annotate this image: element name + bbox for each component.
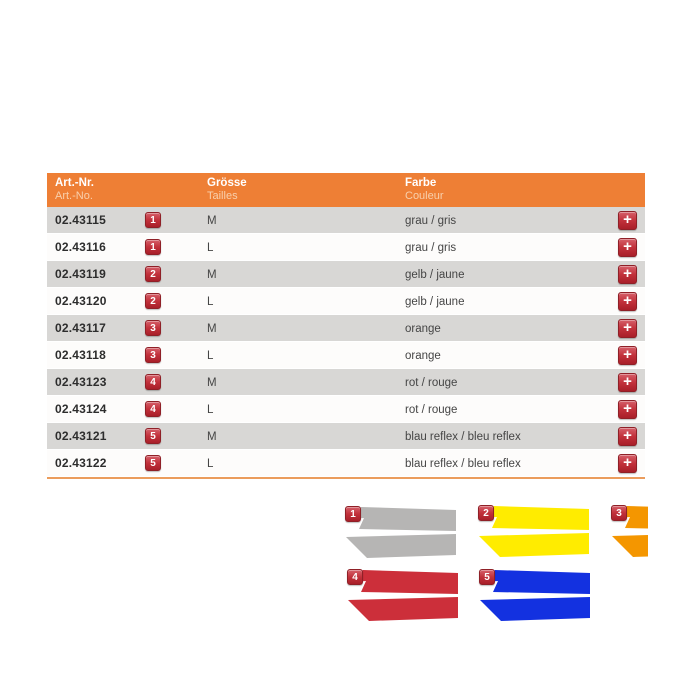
add-cell bbox=[618, 211, 645, 230]
size-cell bbox=[207, 400, 405, 418]
table-bottom-rule bbox=[47, 477, 645, 479]
variant-number-badge: 3 bbox=[145, 347, 161, 363]
add-cell bbox=[618, 265, 645, 284]
add-cell bbox=[618, 427, 645, 446]
column-header-artnr bbox=[47, 177, 207, 203]
art-number-cell bbox=[47, 265, 145, 283]
color-band-graphic bbox=[345, 506, 457, 562]
table-row bbox=[47, 207, 645, 234]
column-header-size bbox=[207, 177, 405, 203]
add-cell bbox=[618, 292, 645, 311]
plus-icon: + bbox=[623, 318, 632, 336]
header-label-size-fr: Tailles bbox=[207, 190, 238, 202]
art-number: 02.43122 bbox=[55, 456, 107, 470]
variant-number-badge: 3 bbox=[145, 320, 161, 336]
color-cell bbox=[405, 454, 618, 472]
color-value: grau / gris bbox=[405, 215, 457, 227]
add-cell bbox=[618, 373, 645, 392]
plus-icon: + bbox=[623, 372, 632, 390]
swatch-band-top bbox=[484, 506, 589, 530]
add-cell bbox=[618, 238, 645, 257]
plus-icon: + bbox=[623, 291, 632, 309]
art-number-cell bbox=[47, 292, 145, 310]
color-cell bbox=[405, 427, 618, 445]
add-button[interactable] bbox=[618, 373, 637, 392]
swatch-band-bottom bbox=[348, 597, 458, 621]
variant-number-badge: 1 bbox=[145, 212, 161, 228]
color-cell bbox=[405, 373, 618, 391]
size-cell bbox=[207, 454, 405, 472]
art-number-cell bbox=[47, 454, 145, 472]
size-value: L bbox=[207, 458, 214, 470]
plus-icon: + bbox=[623, 264, 632, 282]
add-button[interactable] bbox=[618, 238, 637, 257]
art-number: 02.43119 bbox=[55, 267, 106, 281]
size-cell bbox=[207, 427, 405, 445]
size-value: L bbox=[207, 242, 214, 254]
swatch-number-badge: 4 bbox=[347, 569, 363, 585]
header-label-artnr-fr: Art.-No. bbox=[55, 190, 93, 202]
swatch-band-bottom bbox=[612, 533, 648, 557]
color-value: orange bbox=[405, 323, 441, 335]
swatch-band-top bbox=[353, 570, 458, 594]
swatch-band-bottom bbox=[346, 534, 456, 558]
plus-icon: + bbox=[623, 345, 632, 363]
header-label-size-de: Grösse bbox=[207, 177, 247, 189]
color-cell bbox=[405, 400, 618, 418]
swatch bbox=[347, 569, 459, 625]
size-value: L bbox=[207, 404, 214, 416]
swatch-band-bottom bbox=[480, 597, 590, 621]
color-cell bbox=[405, 265, 618, 283]
color-band-graphic bbox=[479, 569, 591, 625]
art-number: 02.43124 bbox=[55, 402, 107, 416]
swatch bbox=[478, 505, 590, 561]
table-row bbox=[47, 315, 645, 342]
swatch bbox=[479, 569, 591, 625]
color-band-graphic bbox=[478, 505, 590, 561]
variant-badge-cell bbox=[145, 374, 207, 390]
swatch-number-badge: 2 bbox=[478, 505, 494, 521]
add-button[interactable] bbox=[618, 400, 637, 419]
color-cell bbox=[405, 319, 618, 337]
add-button[interactable] bbox=[618, 427, 637, 446]
size-value: M bbox=[207, 431, 217, 443]
table-row bbox=[47, 288, 645, 315]
size-cell bbox=[207, 265, 405, 283]
art-number: 02.43123 bbox=[55, 375, 107, 389]
swatch bbox=[611, 505, 648, 561]
add-button[interactable] bbox=[618, 292, 637, 311]
variant-badge-cell bbox=[145, 266, 207, 282]
add-button[interactable] bbox=[618, 211, 637, 230]
art-number-cell bbox=[47, 427, 145, 445]
variant-number-badge: 5 bbox=[145, 428, 161, 444]
art-number-cell bbox=[47, 211, 145, 229]
size-cell bbox=[207, 292, 405, 310]
table-row bbox=[47, 423, 645, 450]
add-button[interactable] bbox=[618, 265, 637, 284]
swatch-number-badge: 3 bbox=[611, 505, 627, 521]
color-value: rot / rouge bbox=[405, 404, 458, 416]
art-number-cell bbox=[47, 346, 145, 364]
table-row bbox=[47, 396, 645, 423]
size-cell bbox=[207, 211, 405, 229]
variant-number-badge: 2 bbox=[145, 293, 161, 309]
product-variants-table bbox=[47, 173, 645, 479]
art-number-cell bbox=[47, 373, 145, 391]
color-value: gelb / jaune bbox=[405, 269, 465, 281]
variant-number-badge: 5 bbox=[145, 455, 161, 471]
color-value: grau / gris bbox=[405, 242, 457, 254]
size-value: L bbox=[207, 296, 214, 308]
swatch-area bbox=[0, 490, 648, 660]
color-cell bbox=[405, 292, 618, 310]
art-number-cell bbox=[47, 238, 145, 256]
add-button[interactable] bbox=[618, 319, 637, 338]
color-value: rot / rouge bbox=[405, 377, 458, 389]
color-value: gelb / jaune bbox=[405, 296, 465, 308]
color-value: blau reflex / bleu reflex bbox=[405, 431, 521, 443]
table-row bbox=[47, 261, 645, 288]
size-cell bbox=[207, 373, 405, 391]
color-cell bbox=[405, 346, 618, 364]
table-row bbox=[47, 369, 645, 396]
add-button[interactable] bbox=[618, 346, 637, 365]
color-value: blau reflex / bleu reflex bbox=[405, 458, 521, 470]
variant-badge-cell bbox=[145, 347, 207, 363]
art-number: 02.43121 bbox=[55, 429, 107, 443]
art-number: 02.43120 bbox=[55, 294, 107, 308]
variant-number-badge: 4 bbox=[145, 374, 161, 390]
plus-icon: + bbox=[623, 210, 632, 228]
color-cell bbox=[405, 211, 618, 229]
size-value: M bbox=[207, 215, 217, 227]
swatch-band-top bbox=[485, 570, 590, 594]
size-value: M bbox=[207, 377, 217, 389]
swatch-band-bottom bbox=[479, 533, 589, 557]
size-cell bbox=[207, 319, 405, 337]
size-cell bbox=[207, 238, 405, 256]
add-cell bbox=[618, 319, 645, 338]
column-header-color bbox=[405, 177, 618, 203]
size-cell bbox=[207, 346, 405, 364]
swatch bbox=[345, 506, 457, 562]
plus-icon: + bbox=[623, 399, 632, 417]
variant-number-badge: 1 bbox=[145, 239, 161, 255]
art-number: 02.43116 bbox=[55, 240, 106, 254]
swatch-number-badge: 1 bbox=[345, 506, 361, 522]
art-number-cell bbox=[47, 319, 145, 337]
header-label-color-de: Farbe bbox=[405, 177, 437, 189]
color-value: orange bbox=[405, 350, 441, 362]
header-label-artnr-de: Art.-Nr. bbox=[55, 177, 94, 189]
variant-badge-cell bbox=[145, 320, 207, 336]
plus-icon: + bbox=[623, 237, 632, 255]
swatch-band-top bbox=[351, 507, 456, 531]
add-cell bbox=[618, 346, 645, 365]
art-number-cell bbox=[47, 400, 145, 418]
color-band-graphic bbox=[347, 569, 459, 625]
size-value: L bbox=[207, 350, 214, 362]
add-cell bbox=[618, 454, 645, 473]
swatch-number-badge: 5 bbox=[479, 569, 495, 585]
art-number: 02.43118 bbox=[55, 348, 106, 362]
variant-badge-cell bbox=[145, 401, 207, 417]
plus-icon: + bbox=[623, 426, 632, 444]
variant-badge-cell bbox=[145, 455, 207, 471]
art-number: 02.43117 bbox=[55, 321, 106, 335]
add-button[interactable] bbox=[618, 454, 637, 473]
variant-badge-cell bbox=[145, 293, 207, 309]
variant-number-badge: 4 bbox=[145, 401, 161, 417]
table-body bbox=[47, 207, 645, 477]
color-cell bbox=[405, 238, 618, 256]
plus-icon: + bbox=[623, 453, 632, 471]
table-row bbox=[47, 234, 645, 261]
table-header bbox=[47, 173, 645, 207]
table-row bbox=[47, 450, 645, 477]
add-cell bbox=[618, 400, 645, 419]
variant-badge-cell bbox=[145, 239, 207, 255]
art-number: 02.43115 bbox=[55, 213, 106, 227]
table-row bbox=[47, 342, 645, 369]
variant-badge-cell bbox=[145, 212, 207, 228]
size-value: M bbox=[207, 323, 217, 335]
variant-badge-cell bbox=[145, 428, 207, 444]
variant-number-badge: 2 bbox=[145, 266, 161, 282]
size-value: M bbox=[207, 269, 217, 281]
header-label-color-fr: Couleur bbox=[405, 190, 444, 202]
